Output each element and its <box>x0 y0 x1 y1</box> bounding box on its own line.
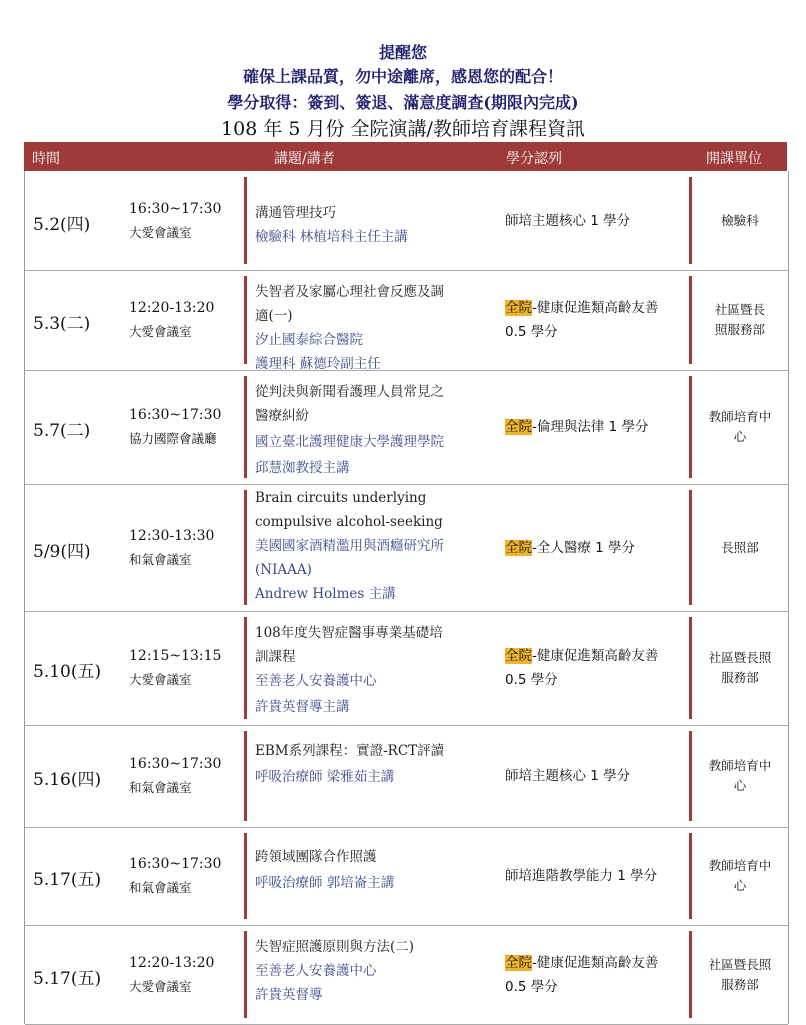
course-unit <box>695 856 785 896</box>
course-time: 12:15~13:15 <box>129 648 222 664</box>
course-topic <box>255 725 505 827</box>
course-unit <box>695 211 785 231</box>
course-topic <box>255 484 505 611</box>
table-row <box>25 725 788 828</box>
course-time: 16:30~17:30 <box>129 200 222 217</box>
speaker-line: 邱慧洳教授主講 <box>255 460 350 476</box>
credit-info <box>505 536 685 560</box>
row-divider-left <box>244 833 247 919</box>
course-time: 16:30~17:30 <box>129 756 222 772</box>
column-header-credit: 學分認列 <box>506 151 562 167</box>
credit-scope-highlight: 全院 <box>505 300 532 316</box>
credit-info <box>505 764 685 788</box>
credit-amount: 0.5 學分 <box>505 672 558 688</box>
row-divider-right <box>689 276 692 364</box>
column-header-unit: 開課單位 <box>706 151 762 167</box>
unit-line: 社區暨長照 <box>708 956 772 972</box>
table-row <box>25 827 788 926</box>
unit-line: 社區暨長 <box>714 302 765 317</box>
row-divider-left <box>244 617 247 719</box>
course-unit <box>695 756 785 796</box>
table-row <box>25 171 788 271</box>
speaker-line: (NIAAA) <box>255 562 312 578</box>
topic-title-line: 醫療糾紛 <box>255 408 309 424</box>
row-divider-left <box>244 276 247 364</box>
course-room: 大愛會議室 <box>129 672 192 687</box>
speaker-line: 許貴英督導 <box>255 987 323 1003</box>
row-divider-right <box>689 731 692 821</box>
speaker-line: 許貴英督導主講 <box>255 699 350 715</box>
topic-title-line: 失智者及家屬心理社會反應及調 <box>255 284 444 300</box>
course-date: 5.10(五) <box>33 662 102 682</box>
course-table <box>24 171 789 1024</box>
credit-info <box>505 644 685 692</box>
credit-info <box>505 296 685 344</box>
speaker-line: 呼吸治療師 郭培崙主講 <box>255 875 395 891</box>
course-date: 5.17(五) <box>33 870 102 890</box>
speaker-line: 護理科 蘇德玲副主任 <box>255 356 381 372</box>
course-unit <box>695 300 785 340</box>
table-header <box>24 142 787 171</box>
topic-title-line: 從判決與新聞看護理人員常見之 <box>255 384 444 400</box>
credit-text: 師培主題核心 1 學分 <box>505 212 631 229</box>
table-row <box>25 611 788 726</box>
course-date: 5/9(四) <box>33 541 91 562</box>
row-divider-left <box>244 731 247 821</box>
row-divider-right <box>689 617 692 719</box>
course-room: 大愛會議室 <box>129 324 192 339</box>
row-divider-right <box>689 931 692 1018</box>
course-room: 大愛會議室 <box>129 978 192 994</box>
course-time: 16:30~17:30 <box>129 856 222 872</box>
speaker-line: 呼吸治療師 梁雅茹主講 <box>255 769 395 785</box>
page-title: 108 年 5 月份 全院演講/教師培育課程資訊 <box>221 118 585 140</box>
course-unit <box>695 955 785 995</box>
credit-info <box>505 209 685 233</box>
speaker-line: 至善老人安養護中心 <box>255 673 377 689</box>
course-time: 12:20-13:20 <box>129 954 215 971</box>
topic-title-line: 跨領域團隊合作照護 <box>255 849 377 865</box>
course-room: 協力國際會議廳 <box>129 431 217 446</box>
topic-title-line: Brain circuits underlying <box>255 490 427 506</box>
topic-title-line: 訓課程 <box>255 649 296 665</box>
table-row <box>25 270 788 371</box>
topic-title-line: compulsive alcohol-seeking <box>255 514 443 530</box>
credit-requirement: 學分取得：簽到、簽退、滿意度調查(期限內完成) <box>227 93 579 112</box>
credit-text: 師培主題核心 1 學分 <box>505 768 631 784</box>
credit-scope-highlight: 全院 <box>505 539 532 556</box>
credit-info <box>505 864 685 888</box>
course-room: 和氣會議室 <box>129 880 192 895</box>
table-row <box>25 370 788 485</box>
course-time: 16:30~17:30 <box>129 407 222 423</box>
course-unit <box>695 538 785 558</box>
course-topic <box>255 611 505 725</box>
row-divider-right <box>689 490 692 605</box>
speaker-line: Andrew Holmes 主講 <box>255 586 396 602</box>
credit-text: -倫理與法律 1 學分 <box>532 419 649 435</box>
unit-line: 心 <box>733 429 747 444</box>
column-header-topic: 講題/講者 <box>274 151 335 167</box>
row-divider-left <box>244 490 247 605</box>
unit-line: 檢驗科 <box>721 212 759 228</box>
credit-info <box>505 951 685 999</box>
course-unit <box>695 648 785 688</box>
course-topic <box>255 171 505 270</box>
credit-text: -健康促進類高齡友善 <box>532 648 659 664</box>
speaker-line: 美國國家酒精濫用與酒癮研究所 <box>255 538 444 554</box>
row-divider-left <box>244 177 247 264</box>
unit-line: 心 <box>733 778 747 793</box>
credit-text: 師培進階教學能力 1 學分 <box>505 868 658 884</box>
speaker-line: 檢驗科 林植培科主任主講 <box>255 229 408 245</box>
speaker-line: 國立臺北護理健康大學護理學院 <box>255 434 444 450</box>
unit-line: 教師培育中 <box>708 409 772 424</box>
topic-title-line: EBM系列課程：實證-RCT評讀 <box>255 743 445 759</box>
course-date: 5.7(二) <box>33 421 91 441</box>
credit-scope-highlight: 全院 <box>505 954 532 971</box>
speaker-line: 汐止國泰綜合醫院 <box>255 332 363 348</box>
course-room: 大愛會議室 <box>129 224 192 240</box>
unit-line: 服務部 <box>721 670 759 685</box>
course-topic <box>255 925 505 1024</box>
course-topic <box>255 270 505 370</box>
course-unit <box>695 407 785 447</box>
credit-text: -全人醫療 1 學分 <box>532 539 636 556</box>
course-topic <box>255 827 505 925</box>
credit-scope-highlight: 全院 <box>505 648 532 664</box>
topic-title-line: 108年度失智症醫事專業基礎培 <box>255 625 443 641</box>
topic-title-line: 適(一) <box>255 308 293 324</box>
row-divider-right <box>689 177 692 264</box>
course-time: 12:30-13:30 <box>129 527 215 544</box>
credit-info <box>505 415 685 439</box>
unit-line: 服務部 <box>721 976 759 992</box>
reminder-title: 提醒您 <box>378 43 427 62</box>
unit-line: 照服務部 <box>714 322 765 337</box>
credit-amount: 0.5 學分 <box>505 978 558 995</box>
column-header-time: 時間 <box>32 151 60 167</box>
course-date: 5.3(二) <box>33 314 91 334</box>
unit-line: 長照部 <box>721 539 759 555</box>
unit-line: 教師培育中 <box>708 858 772 873</box>
credit-scope-highlight: 全院 <box>505 419 532 435</box>
topic-title-line: 溝通管理技巧 <box>255 205 336 221</box>
table-row <box>25 925 788 1025</box>
unit-line: 心 <box>733 878 747 893</box>
credit-text: -健康促進類高齡友善 <box>532 954 659 971</box>
course-date: 5.2(四) <box>33 214 91 235</box>
topic-title-line: 失智症照護原則與方法(二) <box>255 939 415 955</box>
row-divider-left <box>244 931 247 1018</box>
unit-line: 教師培育中 <box>708 758 772 773</box>
course-time: 12:20-13:20 <box>129 300 215 316</box>
course-topic <box>255 370 505 484</box>
course-room: 和氣會議室 <box>129 780 192 795</box>
credit-amount: 0.5 學分 <box>505 324 558 340</box>
course-date: 5.17(五) <box>33 968 102 989</box>
course-date: 5.16(四) <box>33 770 102 790</box>
unit-line: 社區暨長照 <box>708 650 772 665</box>
table-row <box>25 484 788 612</box>
row-divider-left <box>244 376 247 478</box>
speaker-line: 至善老人安養護中心 <box>255 963 377 979</box>
row-divider-right <box>689 833 692 919</box>
credit-text: -健康促進類高齡友善 <box>532 300 659 316</box>
row-divider-right <box>689 376 692 478</box>
course-room: 和氣會議室 <box>129 551 192 567</box>
reminder-note: 確保上課品質，勿中途離席，感恩您的配合！ <box>242 67 563 86</box>
